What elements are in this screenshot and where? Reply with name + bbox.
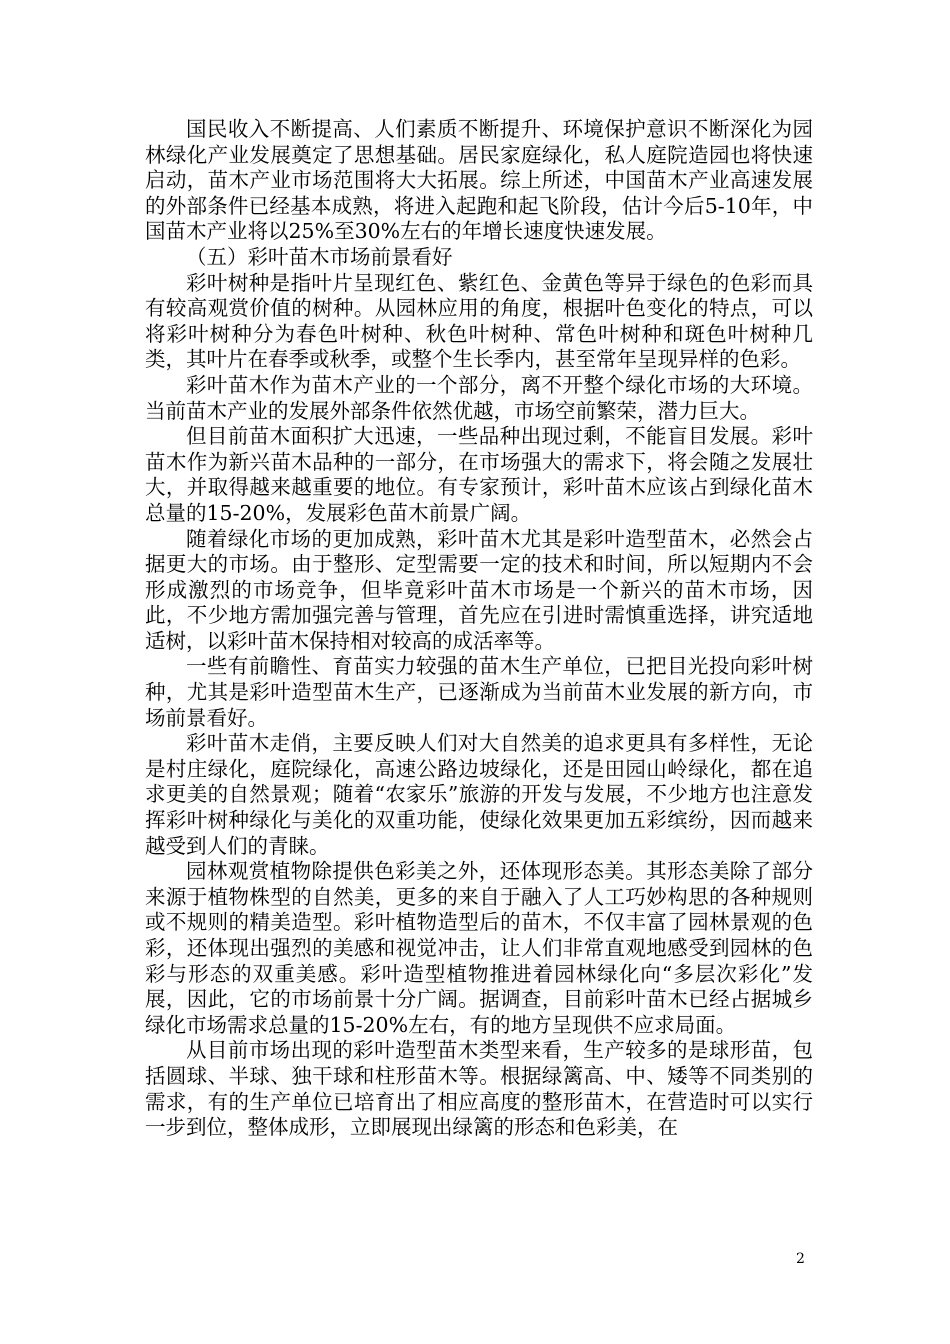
paragraph: 园林观赏植物除提供色彩美之外，还体现形态美。其形态美除了部分来源于植物株型的自然美，更多的来自于融入了人工巧妙构思的各种规则或不规则的精美造型。彩叶植物造型后的苗木，不仅丰富了园林景观的色彩，还体现出强烈的美感和视觉冲击，让人们非常直观地感受到园林的色彩与形态的双重美感。彩叶造型植物推进着园林绿化向“多层次彩化”发展，因此，它的市场前景十分广阔。据调查，目前彩叶苗木已经占据城乡绿化市场需求总量的15-20%左右，有的地方呈现供不应求局面。 [145,859,813,1037]
paragraph: 彩叶苗木走俏，主要反映人们对大自然美的追求更具有多样性，无论是村庄绿化，庭院绿化，高速公路边坡绿化，还是田园山岭绿化，都在追求更美的自然景观；随着“农家乐”旅游的开发与发展，不少地方也注意发挥彩叶树种绿化与美化的双重功能，使绿化效果更加五彩缤纷，因而越来越受到人们的青睐。 [145,731,813,858]
document-body [145,117,813,1141]
section-heading: （五）彩叶苗木市场前景看好 [186,244,453,269]
paragraph: 但目前苗木面积扩大迅速，一些品种出现过剩，不能盲目发展。彩叶苗木作为新兴苗木品种的一部分，在市场强大的需求下，将会随之发展壮大，并取得越来越重要的地位。有专家预计，彩叶苗木应该占到绿化苗木总量的15-20%，发展彩色苗木前景广阔。 [145,424,813,525]
paragraph: 随着绿化市场的更加成熟，彩叶苗木尤其是彩叶造型苗木，必然会占据更大的市场。由于整形、定型需要一定的技术和时间，所以短期内不会形成激烈的市场竞争，但毕竟彩叶苗木市场是一个新兴的苗木市场，因此，不少地方需加强完善与管理，首先应在引进时需慎重选择，讲究适地适树，以彩叶苗木保持相对较高的成活率等。 [145,526,813,653]
paragraph: 一些有前瞻性、育苗实力较强的苗木生产单位，已把目光投向彩叶树种，尤其是彩叶造型苗木生产，已逐渐成为当前苗木业发展的新方向，市场前景看好。 [145,654,813,730]
paragraph: 彩叶苗木作为苗木产业的一个部分，离不开整个绿化市场的大环境。当前苗木产业的发展外部条件依然优越，市场空前繁荣，潜力巨大。 [145,372,813,423]
paragraph: 从目前市场出现的彩叶造型苗木类型来看，生产较多的是球形苗，包括圆球、半球、独干球和柱形苗木等。根据绿篱高、中、矮等不同类别的需求，有的生产单位已培育出了相应高度的整形苗木，在营造时可以实行一步到位，整体成形，立即展现出绿篱的形态和色彩美，在 [145,1038,813,1140]
paragraph: 国民收入不断提高、人们素质不断提升、环境保护意识不断深化为园林绿化产业发展奠定了思想基础。居民家庭绿化，私人庭院造园也将快速启动，苗木产业市场范围将大大拓展。综上所述，中国苗木产业高速发展的外部条件已经基本成熟，将进入起跑和起飞阶段，估计今后5-10年，中国苗木产业将以25%至30%左右的年增长速度快速发展。 [145,117,813,244]
paragraph: 彩叶树种是指叶片呈现红色、紫红色、金黄色等异于绿色的色彩而具有较高观赏价值的树种。从园林应用的角度，根据叶色变化的特点，可以将彩叶树种分为春色叶树种、秋色叶树种、常色叶树种和斑色叶树种几类，其叶片在春季或秋季，或整个生长季内，甚至常年呈现异样的色彩。 [145,270,813,372]
page-number: 2 [796,1251,805,1267]
